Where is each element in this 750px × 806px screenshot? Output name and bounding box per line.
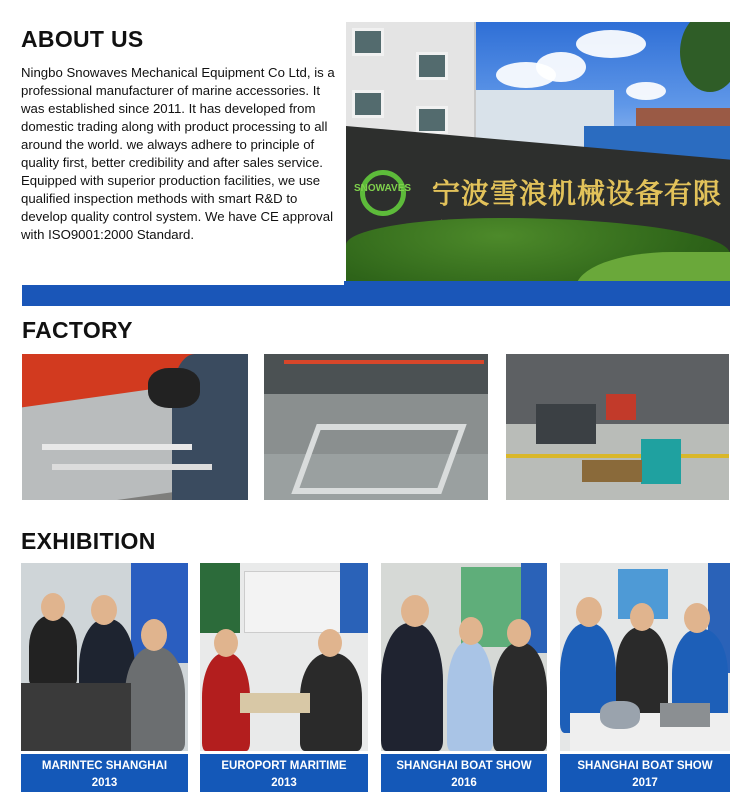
exhibition-year: 2017: [632, 777, 658, 789]
about-us-paragraph: Ningbo Snowaves Mechanical Equipment Co Ltd, is a professional manufacturer of marine accessories. It was established since 2011. It has developed from domestic trading along with product processing to all around the world. we always adhere to principle of quality first, better credibility and after sales service. Equipped with superior production facilities, we use qualified inspection methods with smart R&D to develop quality control system. We have CE approval with ISO9001:2000 Standard.: [21, 65, 335, 242]
exhibition-name: SHANGHAI BOAT SHOW: [577, 760, 713, 772]
exhibition-photo-boatshow-2016: [381, 563, 547, 751]
about-us-heading: ABOUT US: [21, 26, 144, 52]
factory-photo-welding: [22, 354, 248, 500]
logo-text: SNOWAVES: [354, 183, 412, 194]
factory-photo-machines: [506, 354, 729, 500]
exhibition-caption-4: [560, 754, 730, 792]
building-sign-text: 宁波雪浪机械设备有限: [432, 177, 723, 210]
exhibition-photo-boatshow-2017: [560, 563, 730, 751]
exhibition-name: MARINTEC SHANGHAI: [41, 760, 168, 772]
exhibition-heading: EXHIBITION: [21, 528, 156, 554]
exhibition-year: 2016: [451, 777, 477, 789]
exhibition-caption-2: [200, 754, 368, 792]
exhibition-photo-marintec: [21, 563, 188, 751]
exhibition-year: 2013: [91, 777, 118, 789]
factory-photo-workshop: [264, 354, 488, 500]
company-building-photo: [346, 22, 730, 301]
exhibition-photo-europort: [200, 563, 368, 751]
exhibition-name: EUROPORT MARITIME: [221, 760, 347, 772]
exhibition-year: 2013: [271, 777, 297, 789]
exhibition-caption-1: [21, 754, 188, 792]
factory-heading: FACTORY: [22, 317, 133, 343]
exhibition-name: SHANGHAI BOAT SHOW: [396, 760, 532, 772]
exhibition-caption-3: [381, 754, 547, 792]
